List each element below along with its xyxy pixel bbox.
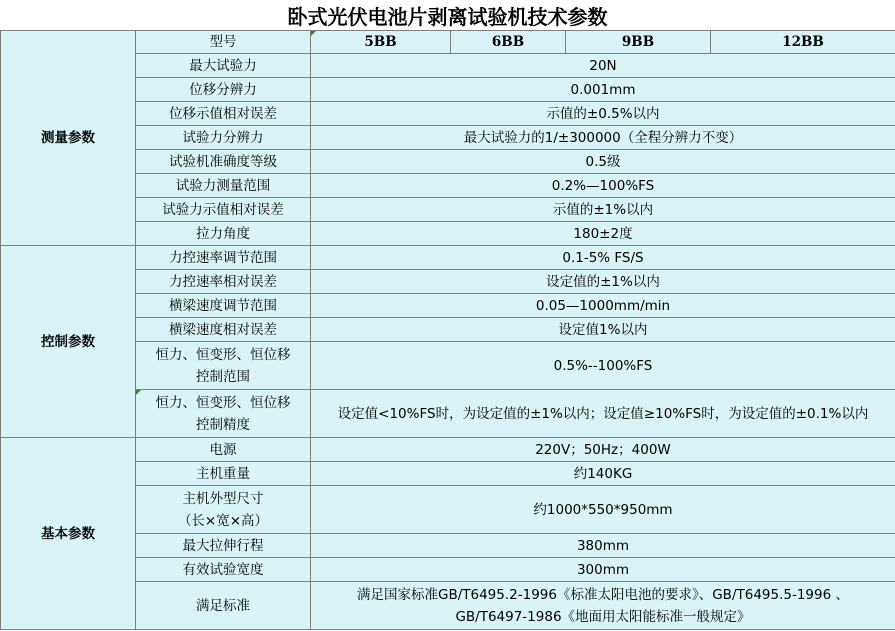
table-row (1, 102, 895, 126)
row-label: 横梁速度调节范围 (136, 294, 311, 318)
row-label: 电源 (136, 438, 311, 462)
header-row (1, 31, 895, 54)
row-value: 0.1-5% FS/S (311, 246, 895, 270)
table-row (1, 342, 895, 390)
row-value: 380mm (311, 534, 895, 558)
row-label: 试验机准确度等级 (136, 150, 311, 174)
table-row (1, 174, 895, 198)
row-value: 示值的±0.5%以内 (311, 102, 895, 126)
row-value: 约140KG (311, 462, 895, 486)
table-row (1, 126, 895, 150)
row-value: 设定值1%以内 (311, 318, 895, 342)
row-label: 位移分辨力 (136, 78, 311, 102)
row-label: 位移示值相对误差 (136, 102, 311, 126)
table-row (1, 246, 895, 270)
model-9bb: 9BB (566, 31, 711, 54)
row-label-line: 控制精度 (196, 416, 250, 433)
group-control: 控制参数 (1, 246, 136, 438)
page-title: 卧式光伏电池片剥离试验机技术参数 (0, 0, 895, 30)
spec-table (0, 30, 895, 630)
group-basic: 基本参数 (1, 438, 136, 630)
row-label: 拉力角度 (136, 222, 311, 246)
row-value-line: 满足国家标准GB/T6495.2-1996《标准太阳电池的要求》、GB/T6495.5-1996 、 (356, 586, 849, 603)
table-row (1, 198, 895, 222)
row-label: 试验力测量范围 (136, 174, 311, 198)
row-label: 最大拉伸行程 (136, 534, 311, 558)
row-value: 20N (311, 54, 895, 78)
table-row (1, 222, 895, 246)
table-row (1, 486, 895, 534)
row-label (136, 486, 311, 534)
row-value: 220V；50Hz；400W (311, 438, 895, 462)
table-row (1, 390, 895, 438)
row-value: 180±2度 (311, 222, 895, 246)
table-row (1, 270, 895, 294)
model-6bb: 6BB (451, 31, 566, 54)
row-label: 有效试验宽度 (136, 558, 311, 582)
table-row (1, 318, 895, 342)
row-value: 示值的±1%以内 (311, 198, 895, 222)
row-label: 最大试验力 (136, 54, 311, 78)
table-row (1, 150, 895, 174)
row-label-line: （长×宽×高） (177, 512, 269, 529)
table-row (1, 54, 895, 78)
row-label (136, 390, 311, 438)
table-row (1, 582, 895, 630)
row-label-line: 恒力、恒变形、恒位移 (155, 346, 291, 363)
row-value: 0.001mm (311, 78, 895, 102)
row-label: 力控速率调节范围 (136, 246, 311, 270)
table-row (1, 462, 895, 486)
row-label-line: 恒力、恒变形、恒位移 (155, 394, 291, 411)
row-label: 力控速率相对误差 (136, 270, 311, 294)
model-12bb: 12BB (711, 31, 895, 54)
model-label: 型号 (136, 31, 311, 54)
table-row (1, 78, 895, 102)
row-value: 设定值<10%FS时，为设定值的±1%以内；设定值≥10%FS时，为设定值的±0.1%以内 (311, 390, 895, 438)
model-5bb: 5BB (311, 31, 451, 54)
row-value-line: GB/T6497-1986《地面用太阳能标准一般规定》 (455, 608, 751, 625)
table-row (1, 558, 895, 582)
row-label (136, 342, 311, 390)
row-label: 试验力分辨力 (136, 126, 311, 150)
row-value (311, 582, 895, 630)
row-value: 0.2%—100%FS (311, 174, 895, 198)
row-label-line: 控制范围 (196, 368, 250, 385)
row-value: 约1000*550*950mm (311, 486, 895, 534)
row-label: 试验力示值相对误差 (136, 198, 311, 222)
row-label: 横梁速度相对误差 (136, 318, 311, 342)
group-measurement: 测量参数 (1, 31, 136, 246)
table-row (1, 294, 895, 318)
row-value: 0.05—1000mm/min (311, 294, 895, 318)
row-value: 最大试验力的1/±300000（全程分辨力不变） (311, 126, 895, 150)
row-value: 300mm (311, 558, 895, 582)
row-label: 主机重量 (136, 462, 311, 486)
row-value: 0.5级 (311, 150, 895, 174)
row-value: 0.5%--100%FS (311, 342, 895, 390)
row-label-line: 主机外型尺寸 (182, 490, 264, 507)
row-value: 设定值的±1%以内 (311, 270, 895, 294)
table-row (1, 534, 895, 558)
table-row (1, 438, 895, 462)
row-label: 满足标准 (136, 582, 311, 630)
